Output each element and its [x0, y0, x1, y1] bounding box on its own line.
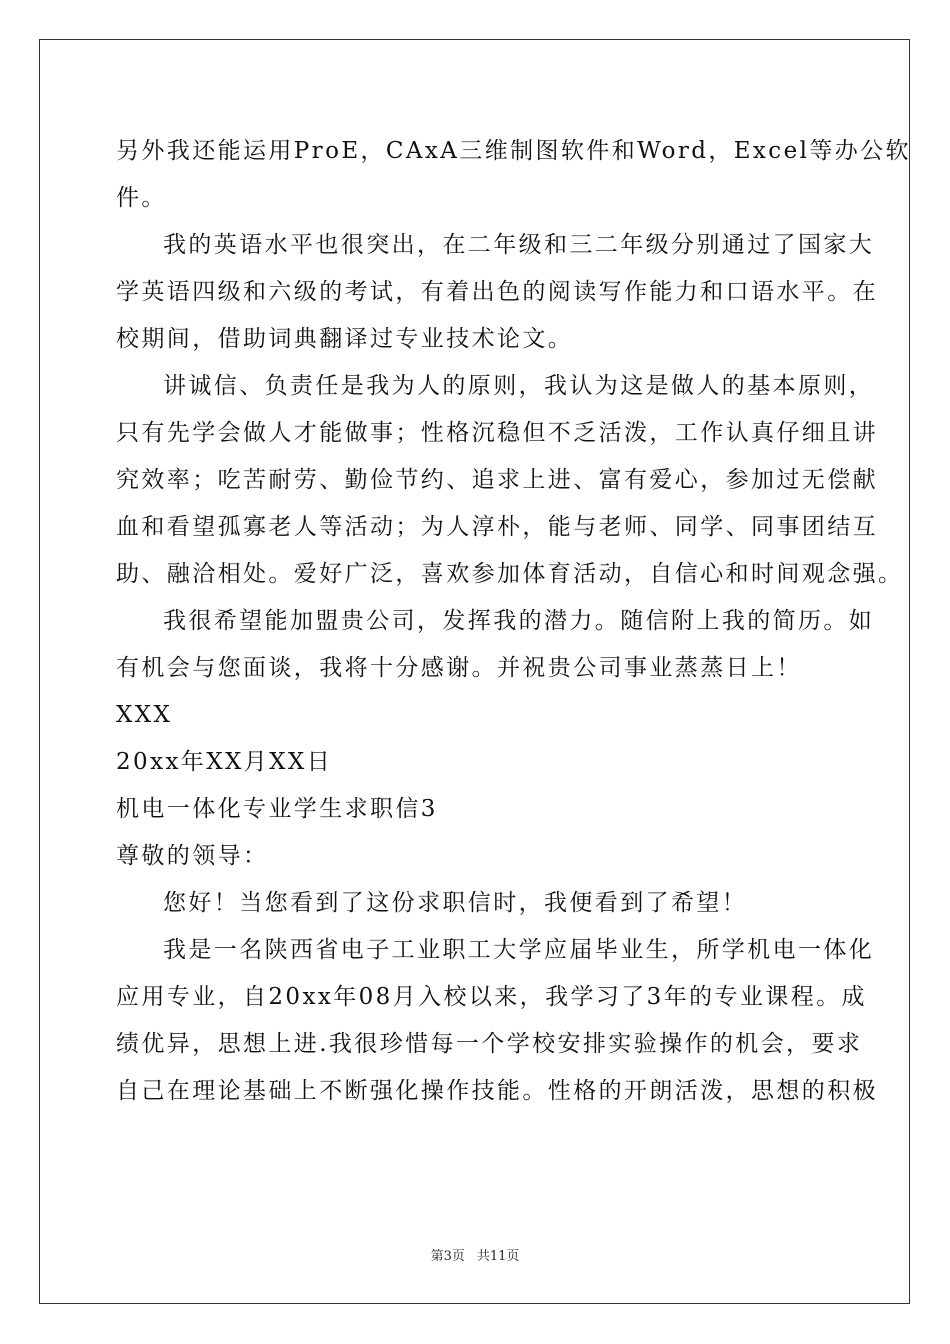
text-line: 绩优异，思想上进.我很珍惜每一个学校安排实验操作的机会，要求 — [116, 1031, 863, 1057]
signature-name: XXX — [116, 702, 173, 728]
text-line: 另外我还能运用ProE，CAxA三维制图软件和Word，Excel等办公软 — [116, 138, 911, 164]
text-line: 件。 — [116, 185, 167, 211]
text-line: 究效率；吃苦耐劳、勤俭节约、追求上进、富有爱心，参加过无偿献 — [116, 467, 878, 493]
page-number: 第3页 — [430, 1249, 465, 1264]
text-line: 助、融洽相处。爱好广泛，喜欢参加体育活动，自信心和时间观念强。 — [116, 561, 904, 587]
text-line: 只有先学会做人才能做事；性格沉稳但不乏活泼，工作认真仔细且讲 — [116, 420, 878, 446]
page-total: 共11页 — [476, 1249, 520, 1264]
page-footer — [0, 1245, 950, 1264]
text-line: 有机会与您面谈，我将十分感谢。并祝贵公司事业蒸蒸日上！ — [116, 655, 802, 681]
paragraph-start-line: 我的英语水平也很突出，在二年级和三二年级分别通过了国家大 — [163, 232, 875, 258]
paragraph-start-line: 您好！当您看到了这份求职信时，我便看到了希望！ — [163, 890, 748, 916]
signature-date: 20xx年XX月XX日 — [116, 749, 333, 775]
letter-title: 机电一体化专业学生求职信3 — [116, 796, 438, 822]
text-line: 自己在理论基础上不断强化操作技能。性格的开朗活泼，思想的积极 — [116, 1078, 878, 1104]
salutation: 尊敬的领导： — [116, 843, 269, 869]
text-line: 应用专业，自20xx年08月入校以来，我学习了3年的专业课程。成 — [116, 984, 867, 1010]
text-line: 校期间，借助词典翻译过专业技术论文。 — [116, 326, 574, 352]
text-line: 血和看望孤寡老人等活动；为人淳朴，能与老师、同学、同事团结互 — [116, 514, 878, 540]
document-body — [116, 128, 911, 1115]
paragraph-start-line: 讲诚信、负责任是我为人的原则，我认为这是做人的基本原则， — [163, 373, 875, 399]
paragraph-start-line: 我是一名陕西省电子工业职工大学应届毕业生，所学机电一体化 — [163, 937, 875, 963]
text-line: 学英语四级和六级的考试，有着出色的阅读写作能力和口语水平。在 — [116, 279, 878, 305]
paragraph-start-line: 我很希望能加盟贵公司，发挥我的潜力。随信附上我的简历。如 — [163, 608, 875, 634]
